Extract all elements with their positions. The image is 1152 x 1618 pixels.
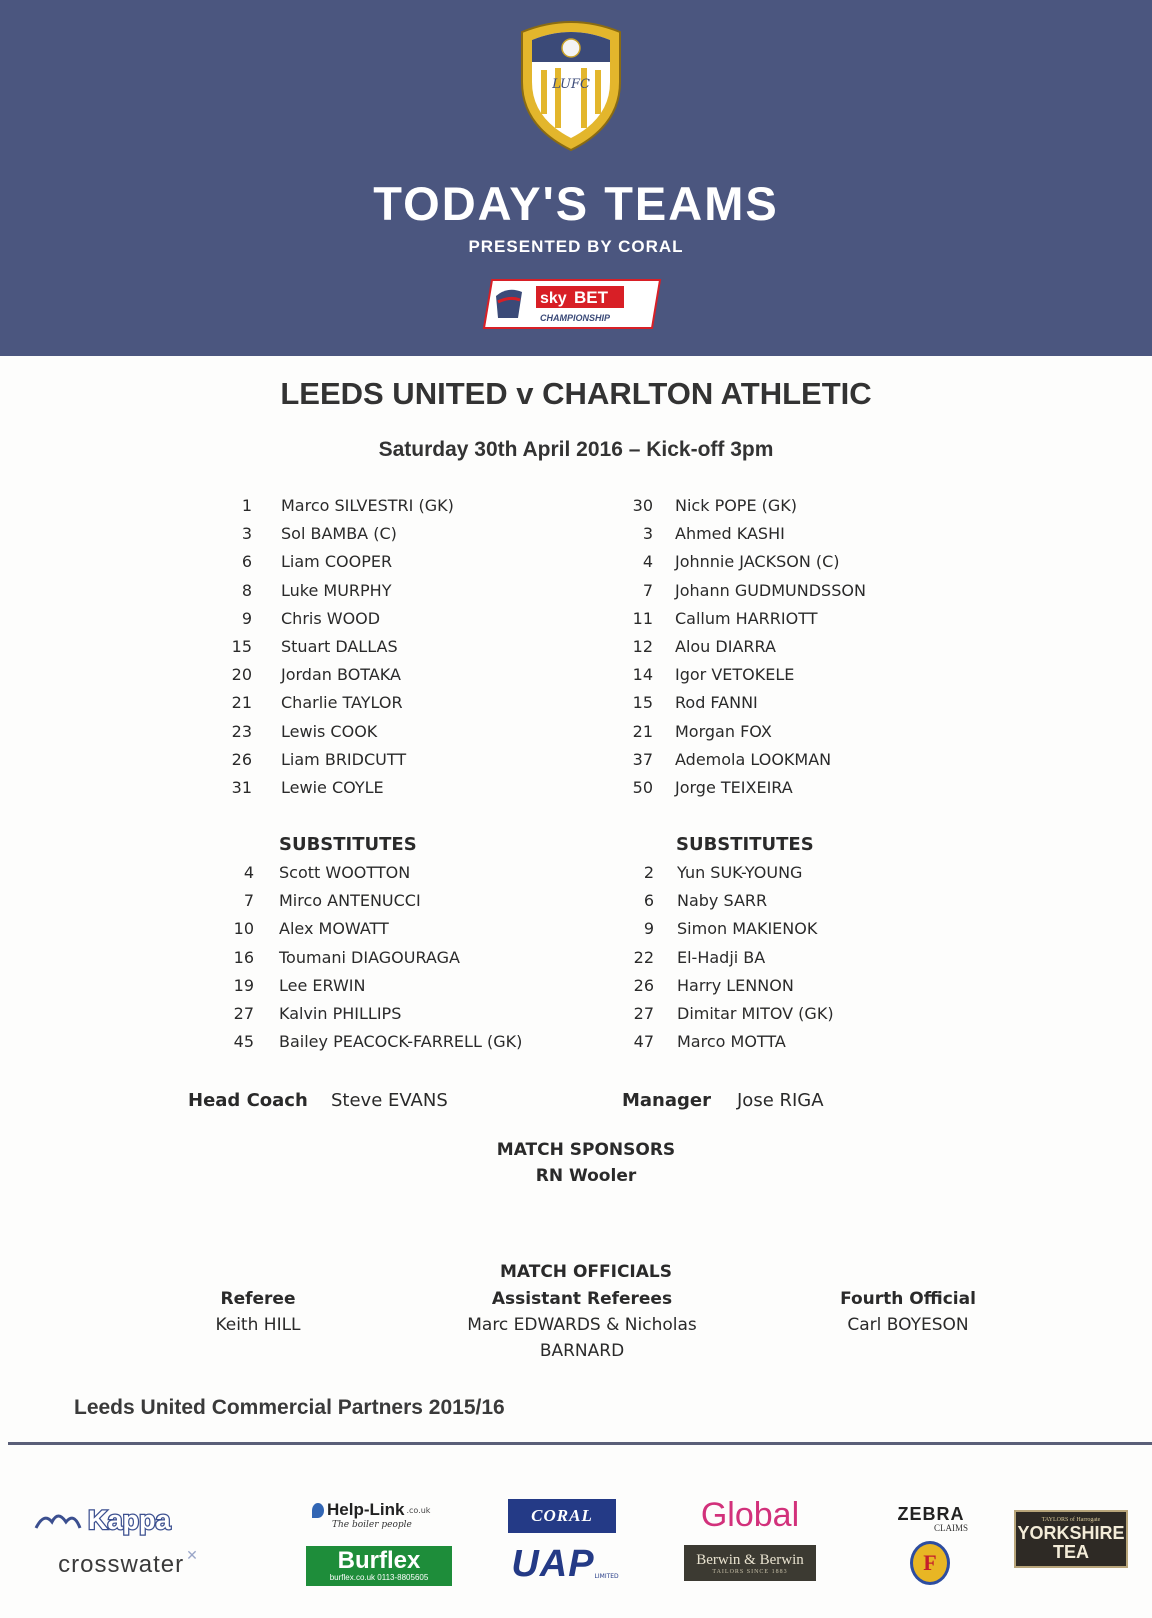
player-name: Marco SILVESTRI (GK) — [281, 496, 454, 515]
home-staff-name: Steve EVANS — [331, 1090, 448, 1111]
player-name: Kalvin PHILLIPS — [279, 1003, 402, 1023]
player-number: 9 — [241, 608, 252, 628]
player-number: 7 — [243, 891, 254, 911]
away-starting-list — [0, 492, 1152, 802]
player-number: 9 — [643, 919, 654, 939]
match-date: Saturday 30th April 2016 – Kick-off 3pm — [378, 438, 774, 461]
referee-label: Referee — [220, 1289, 296, 1309]
helplink-logo: Help-Link .co.uk The boiler people — [312, 1497, 442, 1533]
match-officials-heading: MATCH OFFICIALS — [499, 1262, 672, 1282]
player-number: 31 — [231, 777, 252, 797]
away-staff-label: Manager — [622, 1090, 711, 1111]
player-row — [0, 1028, 1152, 1056]
fourth-official-name: Carl BOYESON — [847, 1315, 969, 1335]
fourth-official-label: Fourth Official — [840, 1289, 976, 1309]
player-row — [0, 577, 1152, 605]
player-name: Luke MURPHY — [281, 580, 392, 600]
player-number: 30 — [632, 496, 653, 515]
player-name: Toumani DIAGOURAGA — [279, 947, 460, 967]
player-name: Bailey PEACOCK-FARRELL (GK) — [279, 1032, 523, 1052]
yorkshire-tea-logo: TAYLORS of Harrogate YORKSHIRE TEA — [1014, 1510, 1128, 1568]
player-number: 37 — [632, 749, 653, 769]
player-name: Rod FANNI — [675, 693, 758, 713]
player-name: Dimitar MITOV (GK) — [677, 1003, 834, 1023]
lufc-crest-logo — [514, 18, 628, 152]
assistant-referees-names-2: BARNARD — [539, 1341, 625, 1361]
player-name: Stuart DALLAS — [281, 636, 398, 656]
uap-logo: UAP LIMITED — [511, 1542, 619, 1585]
player-name: Charlie TAYLOR — [281, 693, 403, 713]
player-row — [0, 633, 1152, 661]
player-number: 27 — [233, 1003, 254, 1023]
partners-heading: Leeds United Commercial Partners 2015/16 — [74, 1396, 505, 1419]
player-number: 20 — [231, 665, 252, 685]
player-number: 12 — [632, 636, 653, 656]
player-name: Jorge TEIXEIRA — [675, 777, 793, 797]
svg-text:CHAMPIONSHIP: CHAMPIONSHIP — [540, 313, 611, 323]
player-number: 47 — [633, 1032, 654, 1052]
player-row — [0, 972, 1152, 1000]
player-number: 4 — [642, 552, 653, 572]
assistant-referees-block — [432, 1286, 732, 1364]
player-row — [0, 774, 1152, 802]
coral-logo: CORAL — [508, 1499, 616, 1533]
player-number: 26 — [231, 749, 252, 769]
player-name: Lee ERWIN — [279, 975, 366, 995]
player-name: Jordan BOTAKA — [281, 665, 401, 685]
player-name: Sol BAMBA (C) — [281, 524, 397, 544]
crosswater-logo: crosswater ✕ — [58, 1548, 198, 1578]
zebra-claims-logo: ZEBRA CLAIMS — [897, 1504, 968, 1533]
player-number: 21 — [231, 693, 252, 713]
player-number: 8 — [241, 580, 252, 600]
home-staff-label: Head Coach — [188, 1090, 308, 1111]
player-name: Alex MOWATT — [279, 919, 389, 939]
player-name: Yun SUK-YOUNG — [677, 863, 803, 882]
player-number: 15 — [632, 693, 653, 713]
fosters-logo: F — [910, 1541, 950, 1585]
player-name: Harry LENNON — [677, 975, 794, 995]
player-name: Scott WOOTTON — [279, 863, 411, 882]
player-name: Chris WOOD — [281, 608, 381, 628]
player-number: 2 — [643, 863, 654, 882]
player-name: Nick POPE (GK) — [675, 496, 798, 515]
header-banner — [0, 0, 1152, 356]
player-number: 50 — [632, 777, 653, 797]
player-number: 45 — [233, 1032, 254, 1052]
skybet-championship-logo — [482, 278, 666, 330]
player-number: 10 — [233, 919, 254, 939]
burflex-logo: Burflex burflex.co.uk 0113-8805605 — [306, 1546, 452, 1586]
player-row — [0, 915, 1152, 943]
player-number: 14 — [632, 665, 653, 685]
player-name: Simon MAKIENOK — [677, 919, 818, 939]
player-number: 4 — [243, 863, 254, 882]
away-staff-name: Jose RIGA — [737, 1090, 824, 1111]
player-row — [0, 887, 1152, 915]
player-row — [0, 746, 1152, 774]
match-title: LEEDS UNITED v CHARLTON ATHLETIC — [280, 376, 872, 411]
player-name: Callum HARRIOTT — [675, 608, 818, 628]
player-number: 16 — [233, 947, 254, 967]
player-row — [0, 492, 1152, 520]
player-number: 11 — [632, 608, 653, 628]
player-number: 3 — [241, 524, 252, 544]
away-substitutes-list — [0, 859, 1152, 1056]
player-name: Mirco ANTENUCCI — [279, 891, 421, 911]
player-name: Alou DIARRA — [675, 636, 776, 656]
player-number: 7 — [642, 580, 653, 600]
svg-text:LUFC: LUFC — [552, 77, 590, 92]
player-name: Marco MOTTA — [677, 1032, 786, 1052]
fourth-official-block — [808, 1286, 1008, 1338]
player-number: 19 — [233, 975, 254, 995]
player-name: Lewie COYLE — [281, 777, 384, 797]
global-logo: Global — [700, 1495, 800, 1534]
home-substitutes-heading: SUBSTITUTES — [279, 834, 417, 855]
player-number: 1 — [241, 496, 252, 515]
player-name: Liam BRIDCUTT — [281, 749, 407, 769]
away-substitutes-heading: SUBSTITUTES — [676, 834, 814, 855]
player-name: Igor VETOKELE — [675, 665, 795, 685]
assistant-referees-names: Marc EDWARDS & Nicholas — [467, 1315, 697, 1335]
match-sponsors-heading: MATCH SPONSORS — [496, 1140, 676, 1160]
player-row — [0, 859, 1152, 887]
berwin-logo: Berwin & Berwin TAILORS SINCE 1883 — [684, 1545, 816, 1581]
page-title: TODAY'S TEAMS — [373, 177, 779, 230]
player-name: Ahmed KASHI — [675, 524, 785, 544]
player-number: 26 — [633, 975, 654, 995]
player-number: 23 — [231, 721, 252, 741]
presented-by: PRESENTED BY CORAL — [468, 237, 684, 256]
player-row — [0, 548, 1152, 576]
player-number: 21 — [632, 721, 653, 741]
match-sponsor-name: RN Wooler — [535, 1166, 637, 1186]
kappa-logo — [30, 1502, 220, 1536]
player-name: Johann GUDMUNDSSON — [675, 580, 866, 600]
svg-text:sky: sky — [540, 290, 567, 307]
referee-block — [168, 1286, 348, 1338]
player-number: 22 — [633, 947, 654, 967]
referee-name: Keith HILL — [215, 1315, 301, 1335]
player-number: 6 — [241, 552, 252, 572]
player-row — [0, 520, 1152, 548]
player-row — [0, 661, 1152, 689]
partners-divider — [8, 1442, 1152, 1445]
player-name: Naby SARR — [677, 891, 768, 911]
player-number: 3 — [642, 524, 653, 544]
player-number: 6 — [643, 891, 654, 911]
player-row — [0, 718, 1152, 746]
assistant-referees-label: Assistant Referees — [491, 1289, 673, 1309]
player-name: El-Hadji BA — [677, 947, 766, 967]
svg-text:Kappa: Kappa — [88, 1505, 171, 1535]
player-name: Johnnie JACKSON (C) — [675, 552, 840, 572]
player-name: Morgan FOX — [675, 721, 772, 741]
player-row — [0, 1000, 1152, 1028]
player-name: Liam COOPER — [281, 552, 393, 572]
player-row — [0, 944, 1152, 972]
player-name: Lewis COOK — [281, 721, 378, 741]
player-name: Ademola LOOKMAN — [675, 749, 832, 769]
player-number: 27 — [633, 1003, 654, 1023]
svg-text:BET: BET — [574, 288, 608, 307]
player-number: 15 — [231, 636, 252, 656]
player-row — [0, 605, 1152, 633]
player-row — [0, 689, 1152, 717]
